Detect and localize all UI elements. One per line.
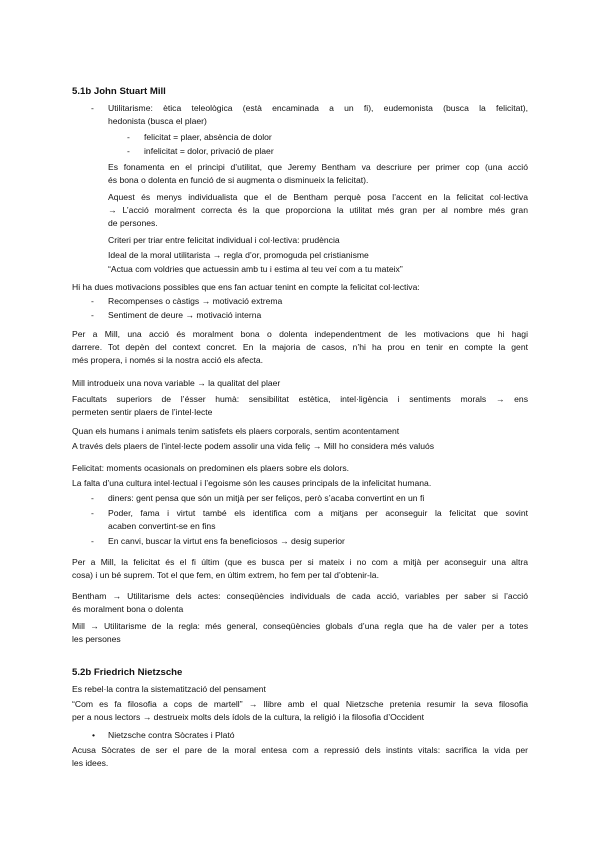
infelicitat-definition: infelicitat = dolor, privació de plaer: [144, 146, 274, 156]
causes-infelicitat: La falta d’una cultura intel·lectual i l’egoisme són les causes principals de la infelicitat humana.: [72, 478, 432, 488]
acontentament: Quan els humans i animals tenim satisfets els plaers corporals, sentim acontentament: [72, 426, 400, 436]
dash-marker: -: [91, 296, 94, 306]
poder-fama-item: Poder, fama i virtut també els identifica com a mitjans per aconseguir la felicitat que sovint acaben convertint-se en fins: [108, 508, 528, 531]
cops-de-martell-paragraph: “Com es fa filosofia a cops de martell” → llibre amb el qual Nietzsche pretenia resumir la seva filosofia per a nous lectors → destrueix molts dels ídols de la cultura, la religió i la filosofia d’Occident: [72, 699, 528, 722]
felicitat-moments: Felicitat: moments ocasionals on predominen els plaers sobre els dolors.: [72, 463, 350, 473]
diners-item: diners: gent pensa que són un mitjà per ser feliços, però s’acaba convertint en un fi: [108, 493, 425, 503]
section-title-nietzsche: 5.2b Friedrich Nietzsche: [72, 667, 183, 678]
criteri-prudencia: Criteri per triar entre felicitat individual i col·lectiva: prudència: [108, 235, 340, 245]
motivacio-interna: Sentiment de deure → motivació interna: [108, 310, 262, 320]
dash-marker: -: [91, 310, 94, 320]
fi-ultim-paragraph: Per a Mill, la felicitat és el fi últim (que es busca per si mateix i no com a mitjà per aconseguir una altra cosa) i un bé suprem. Tot el que fem, en últim extrem, ho fem per tal d’obtenir-la.: [72, 557, 528, 580]
sub-dash-marker: -: [127, 146, 130, 156]
principi-utilitat-paragraph: Es fonamenta en el principi d’utilitat, que Jeremy Bentham va descriure per primer cop (una acció és bona o dolenta en funció de si augmenta o disminueix la felicitat).: [108, 162, 528, 185]
dash-marker: -: [91, 536, 94, 546]
qualitat-plaer: Mill introdueix una nova variable → la qualitat del plaer: [72, 378, 281, 388]
utilitarisme-regla-paragraph: Mill → Utilitarisme de la regla: més general, conseqüències globals d’una regla que ha de valer per a totes les persones: [72, 621, 528, 644]
dash-marker: -: [91, 493, 94, 503]
ideal-regla-dor: Ideal de la moral utilitarista → regla d’or, promoguda pel cristianisme: [108, 250, 369, 260]
section-title-mill: 5.1b John Stuart Mill: [72, 86, 166, 97]
vida-felic: A través dels plaers de l’intel·lecte podem assolir una vida feliç → Mill ho considera més valuós: [72, 441, 435, 451]
regla-dor-quote: “Actua com voldries que actuessin amb tu i estima al teu veí com a tu mateix”: [108, 264, 403, 274]
utilitarisme-actes-paragraph: Bentham → Utilitarisme dels actes: conseqüències individuals de cada acció, variables per saber si l’acció és moralment bona o dolenta: [72, 591, 528, 614]
contra-socrates-plato: Nietzsche contra Sòcrates i Plató: [108, 730, 235, 740]
felicitat-collectiva-paragraph: Aquest és menys individualista que el de Bentham perquè posa l’accent en la felicitat col·lectiva → L’acció moralment correcta és la que proporciona la utilitat més gran per al nombre més gran de persones.: [108, 192, 528, 228]
motivacions-intro: Hi ha dues motivacions possibles que ens fan actuar tenint en compte la felicitat col·lectiva:: [72, 282, 420, 292]
motivacio-extrema: Recompenses o càstigs → motivació extrema: [108, 296, 283, 306]
virtut-item: En canvi, buscar la virtut ens fa beneficiosos → desig superior: [108, 536, 345, 546]
bullet-marker: •: [92, 730, 96, 740]
dash-marker: -: [91, 103, 94, 113]
felicitat-definition: felicitat = plaer, absència de dolor: [144, 132, 272, 142]
facultats-superiors-paragraph: Facultats superiors de l’ésser humà: sensibilitat estètica, intel·ligència i sentiments morals → ens permeten sentir plaers de l’intel·lecte: [72, 394, 528, 417]
rebella-sistematitzacio: Es rebel·la contra la sistematització del pensament: [72, 684, 266, 694]
utilitarisme-definition: Utilitarisme: ètica teleològica (està encaminada a un fi), eudemonista (busca la felicitat), hedonista (busca el plaer): [108, 103, 528, 126]
sub-dash-marker: -: [127, 132, 130, 142]
dash-marker: -: [91, 508, 94, 518]
socrates-moral-paragraph: Acusa Sòcrates de ser el pare de la moral entesa com a repressió dels instints vitals: sacrifica la vida per les idees.: [72, 745, 528, 768]
context-concret-paragraph: Per a Mill, una acció és moralment bona o dolenta independentment de les motivacions que hi hagi darrere. Tot depèn del context concret. En la majoria de casos, n’hi ha prou en tenir en compte la gent més propera, i només si la nostra acció els afecta.: [72, 329, 528, 365]
